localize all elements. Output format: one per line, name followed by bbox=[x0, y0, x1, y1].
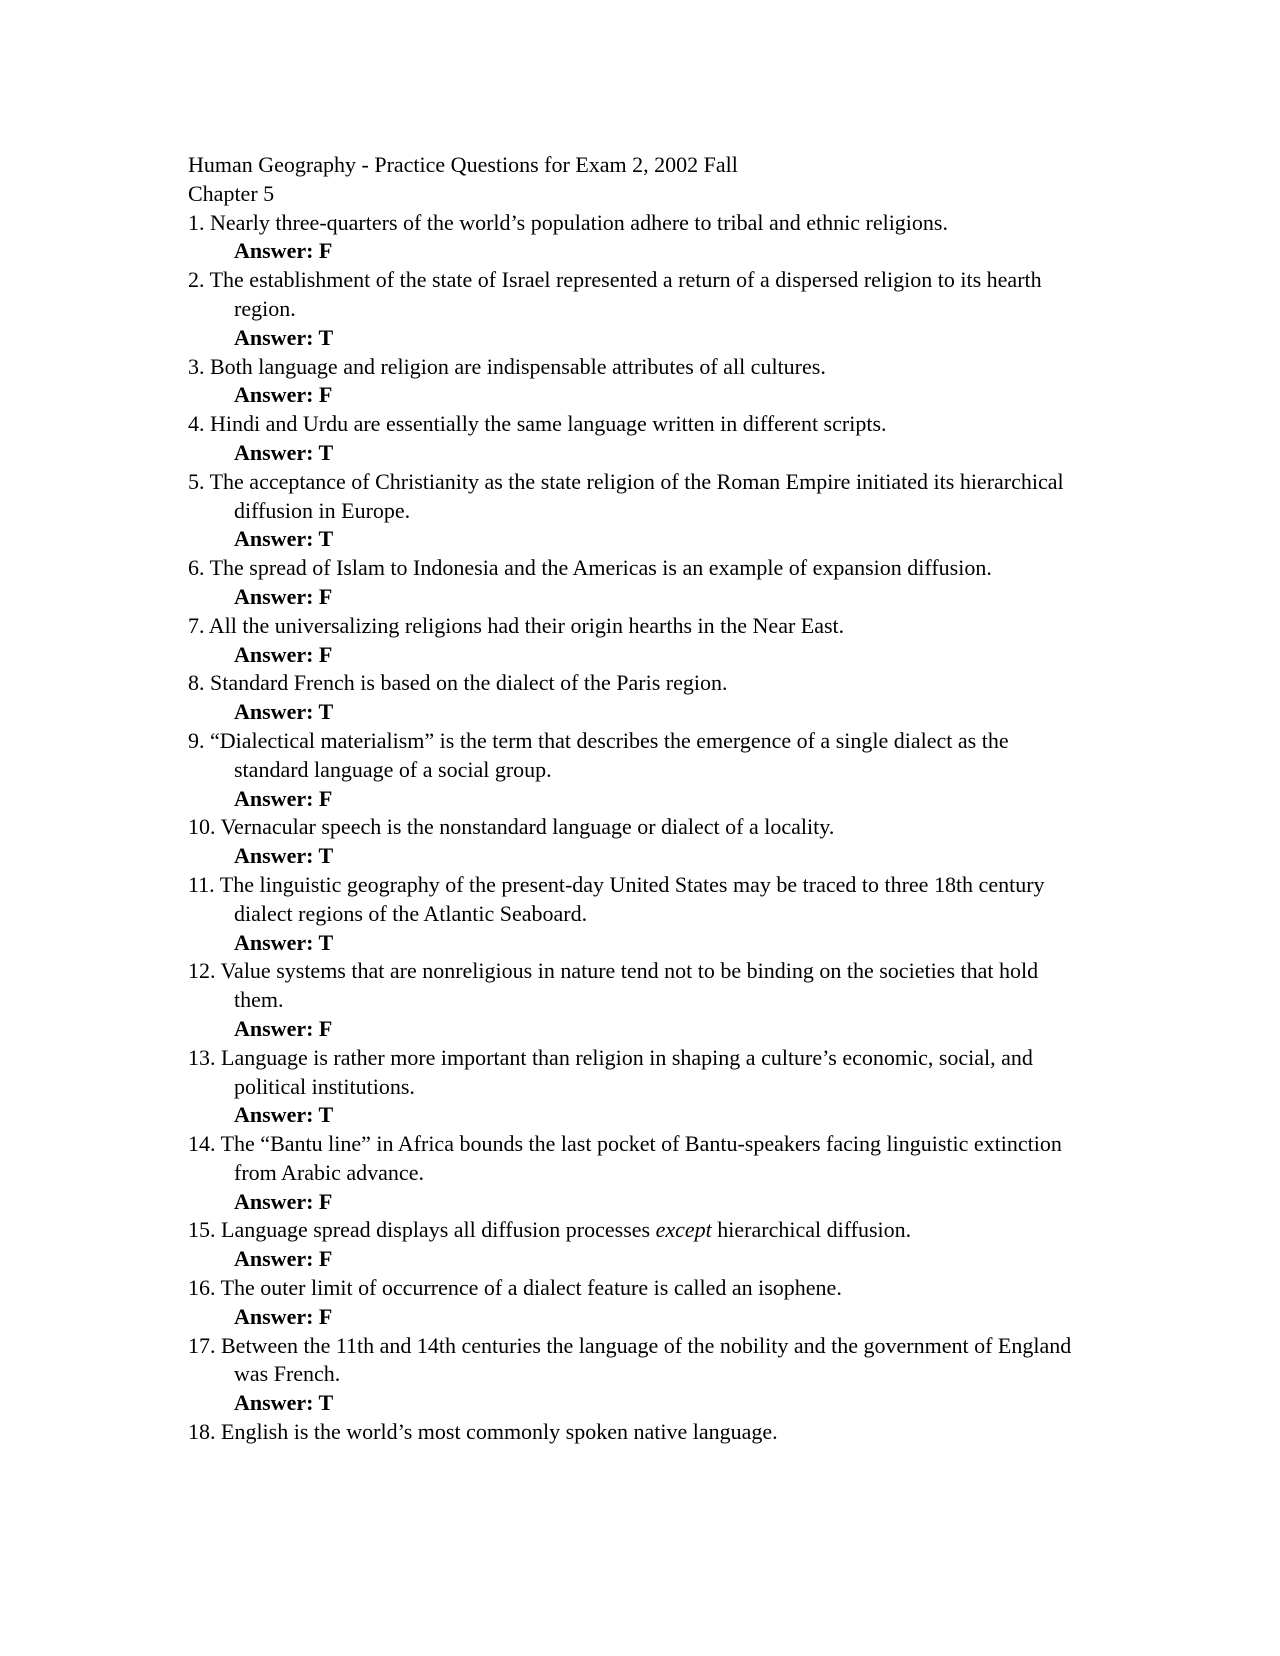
question-text: 1. Nearly three-quarters of the world’s population adhere to tribal and ethnic religions. bbox=[188, 209, 948, 235]
question-text: 13. Language is rather more important than religion in shaping a culture’s economic, social, and political institutions. bbox=[188, 1044, 1033, 1099]
question-text-part: 15. Language spread displays all diffusion processes bbox=[188, 1217, 656, 1243]
question-text: 6. The spread of Islam to Indonesia and the Americas is an example of expansion diffusion. bbox=[188, 555, 992, 581]
question-text: 4. Hindi and Urdu are essentially the same language written in different scripts. bbox=[188, 411, 887, 437]
question-item bbox=[188, 871, 1088, 957]
question-text: 8. Standard French is based on the dialect of the Paris region. bbox=[188, 670, 728, 696]
question-item bbox=[188, 612, 1088, 670]
question-item bbox=[188, 209, 1088, 267]
answer-text: Answer: T bbox=[234, 1102, 334, 1128]
question-item bbox=[188, 1130, 1088, 1216]
question-text: 3. Both language and religion are indispensable attributes of all cultures. bbox=[188, 353, 826, 379]
question-text: 9. “Dialectical materialism” is the term that describes the emergence of a single dialect as the standard language of a social group. bbox=[188, 727, 1009, 782]
answer-text: Answer: T bbox=[234, 1390, 334, 1416]
question-text: 16. The outer limit of occurrence of a dialect feature is called an isophene. bbox=[188, 1275, 842, 1301]
question-item bbox=[188, 554, 1088, 612]
answer-text: Answer: F bbox=[234, 1015, 333, 1041]
answer-text: Answer: F bbox=[234, 238, 333, 264]
question-text-part: hierarchical diffusion. bbox=[711, 1217, 912, 1243]
question-text: 10. Vernacular speech is the nonstandard language or dialect of a locality. bbox=[188, 814, 835, 840]
question-item bbox=[188, 468, 1088, 554]
question-item bbox=[188, 410, 1088, 468]
emphasis-text: except bbox=[655, 1217, 712, 1243]
question-item bbox=[188, 1332, 1088, 1418]
chapter-heading: Chapter 5 bbox=[188, 180, 275, 206]
answer-text: Answer: F bbox=[234, 641, 333, 667]
question-item bbox=[188, 813, 1088, 871]
answer-text: Answer: F bbox=[234, 1246, 333, 1272]
answer-text: Answer: T bbox=[234, 324, 334, 350]
question-text: 18. English is the world’s most commonly spoken native language. bbox=[188, 1419, 778, 1445]
answer-text: Answer: T bbox=[234, 699, 334, 725]
answer-text: Answer: T bbox=[234, 929, 334, 955]
question-text: 7. All the universalizing religions had their origin hearths in the Near East. bbox=[188, 612, 845, 638]
question-item bbox=[188, 1418, 1088, 1447]
question-item bbox=[188, 1216, 1088, 1274]
document-title: Human Geography - Practice Questions for Exam 2, 2002 Fall bbox=[188, 152, 738, 177]
question-text bbox=[188, 1216, 1088, 1245]
question-item bbox=[188, 1274, 1088, 1332]
question-item bbox=[188, 957, 1088, 1043]
question-text: 5. The acceptance of Christianity as the state religion of the Roman Empire initiated its hierarchical diffusion in Europe. bbox=[188, 468, 1064, 523]
answer-text: Answer: T bbox=[234, 439, 334, 465]
answer-text: Answer: F bbox=[234, 583, 333, 609]
question-item bbox=[188, 727, 1088, 813]
answer-text: Answer: F bbox=[234, 785, 333, 811]
answer-text: Answer: F bbox=[234, 1188, 333, 1214]
question-text: 14. The “Bantu line” in Africa bounds the last pocket of Bantu-speakers facing linguistic extinction from Arabic advance. bbox=[188, 1131, 1062, 1185]
answer-text: Answer: F bbox=[234, 382, 333, 408]
question-text: 17. Between the 11th and 14th centuries the language of the nobility and the government of England was French. bbox=[188, 1332, 1072, 1387]
question-item bbox=[188, 353, 1088, 411]
question-item bbox=[188, 1044, 1088, 1130]
answer-text: Answer: T bbox=[234, 526, 334, 552]
question-text: 11. The linguistic geography of the present-day United States may be traced to three 18th century dialect regions of the Atlantic Seaboard. bbox=[188, 871, 1045, 926]
document-body bbox=[188, 151, 1088, 1447]
question-item bbox=[188, 669, 1088, 727]
answer-text: Answer: T bbox=[234, 843, 334, 869]
question-text: 2. The establishment of the state of Israel represented a return of a dispersed religion to its hearth region. bbox=[188, 267, 1042, 321]
answer-text: Answer: F bbox=[234, 1303, 333, 1329]
question-text: 12. Value systems that are nonreligious in nature tend not to be binding on the societies that hold them. bbox=[188, 958, 1039, 1013]
question-item bbox=[188, 266, 1088, 352]
